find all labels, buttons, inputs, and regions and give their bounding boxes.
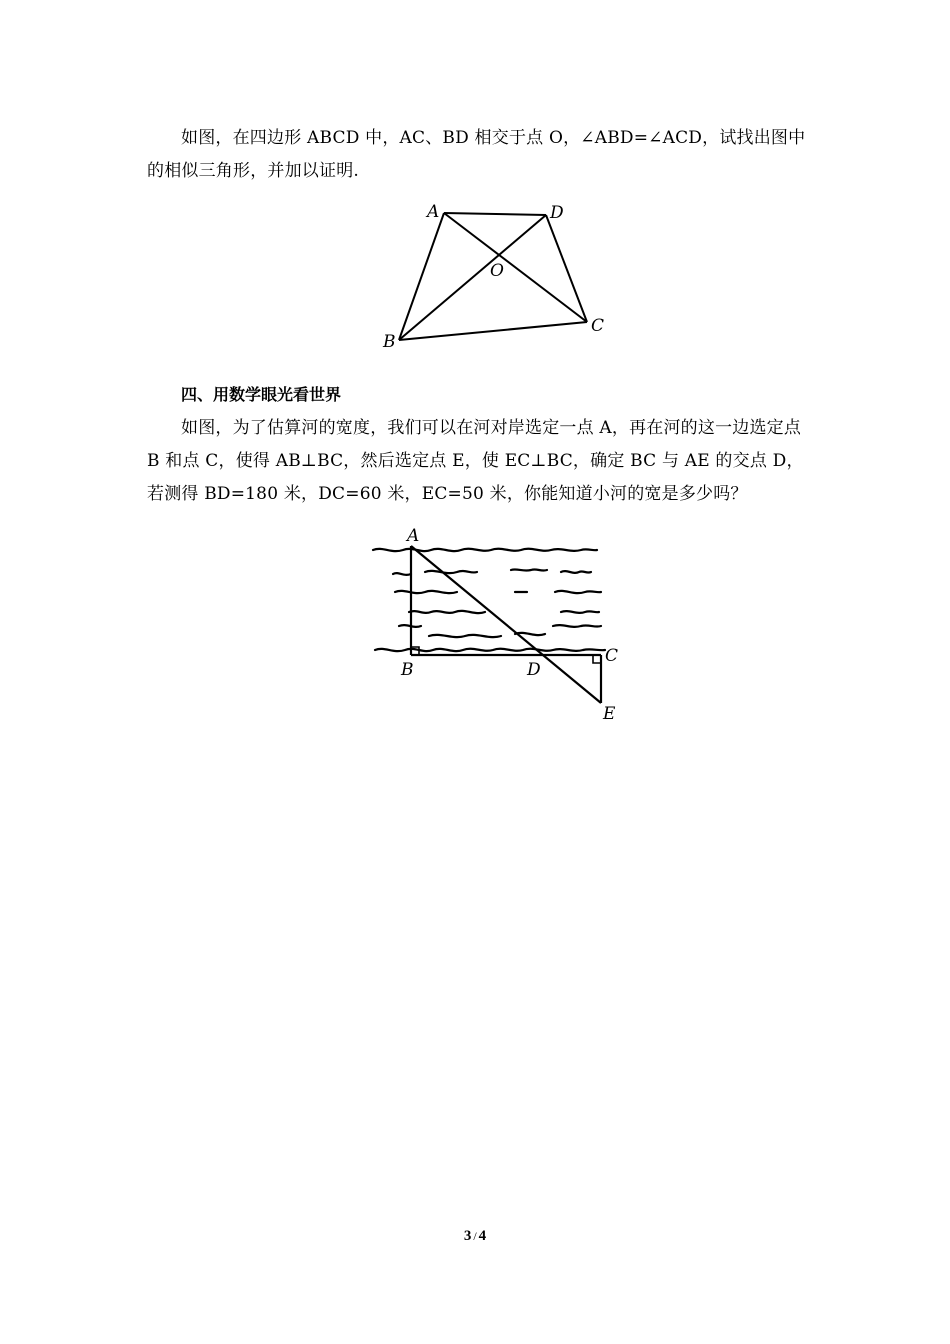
label-d: D	[527, 660, 541, 680]
river-near-bank	[375, 649, 605, 651]
river-waves	[373, 549, 605, 651]
section-heading: 四、用数学眼光看世界	[181, 385, 342, 404]
label-e: E	[603, 704, 616, 724]
right-angle-mark-c	[593, 655, 601, 663]
river-width-figure	[365, 522, 635, 727]
problem-2-text: 如图，为了估算河的宽度，我们可以在河对岸选定一点 A，再在河的这一边选定点 B 和点 C，使得 AB⊥BC，然后选定点 E，使 EC⊥BC，确定 BC 与 AE 的交点 D，若测得 BD=180 米，DC=60 米，EC=50 米，你能知道小河的宽是多少吗？	[147, 418, 804, 504]
page-total: 4	[478, 1228, 487, 1244]
label-c: C	[605, 646, 619, 666]
label-a: A	[427, 202, 440, 222]
river-far-bank	[373, 549, 597, 551]
page-number	[0, 1228, 950, 1245]
segment-ae	[411, 546, 601, 703]
label-a: A	[407, 526, 420, 546]
label-o: O	[490, 261, 504, 281]
label-c: C	[591, 316, 605, 336]
label-b: B	[383, 332, 396, 352]
quadrilateral-abcd-figure	[370, 195, 630, 360]
problem-1-text: 如图，在四边形 ABCD 中，AC、BD 相交于点 O，∠ABD=∠ACD，试找出图中的相似三角形，并加以证明.	[147, 128, 806, 181]
page-current: 3	[463, 1228, 472, 1244]
label-d: D	[550, 203, 564, 223]
segment-ad	[444, 213, 546, 215]
segment-bc	[399, 322, 587, 340]
page-separator: /	[473, 1229, 477, 1243]
label-b: B	[401, 660, 414, 680]
